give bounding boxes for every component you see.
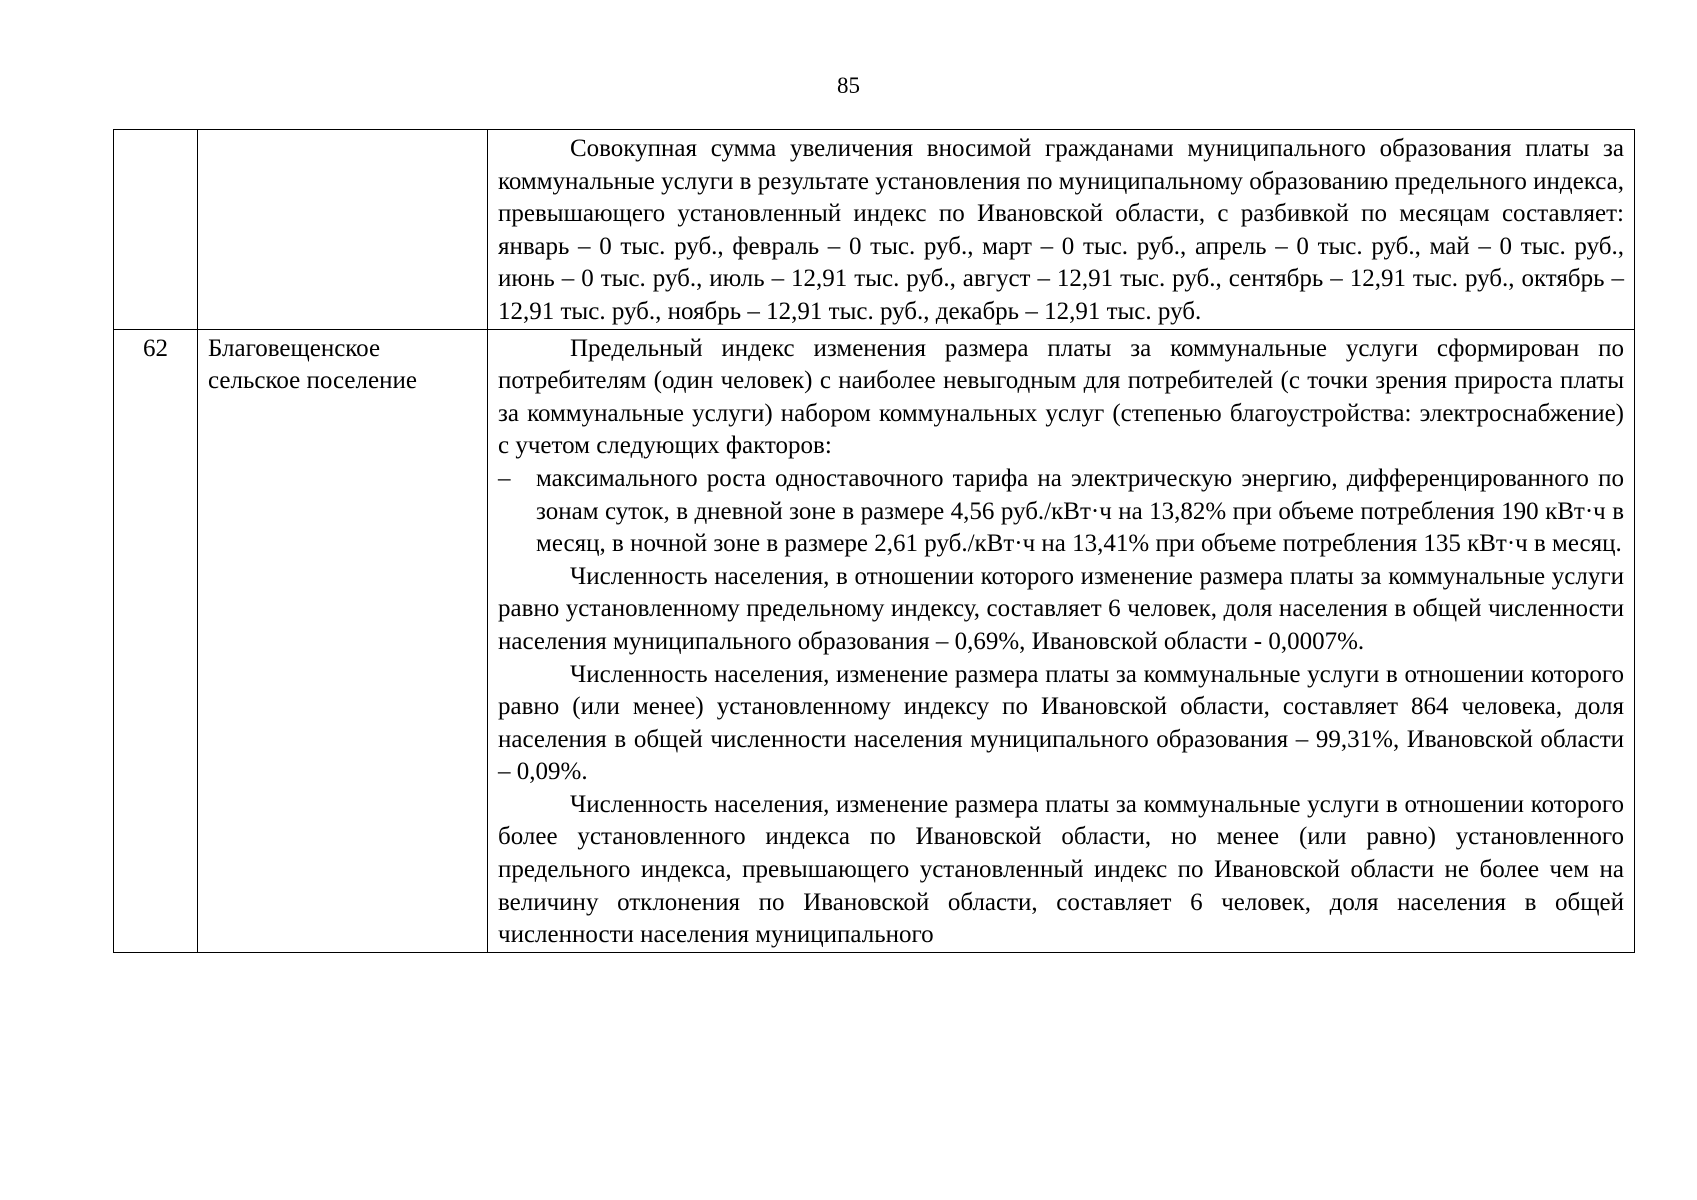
data-table [113,129,1635,953]
table-row [114,329,1635,952]
municipality-name-cell [198,130,488,330]
dash-marker: – [498,464,511,492]
factor-text: максимального роста одноставочного тарифа на электрическую энергию, дифференцированного по зонам суток, в дневной зоне в размере 4,56 руб./кВт·ч на 13,82% при объеме потребления 190 кВт·ч в месяц, в ночной зоне в размере 2,61 руб./кВт·ч на 13,41% при объеме потребления 135 кВт·ч в месяц. [536,464,1624,558]
paragraph: Предельный индекс изменения размера платы за коммунальные услуги сформирован по потребителям (один человек) с наиболее невыгодным для потребителей (с точки зрения прироста платы за коммунальные услуги) набором коммунальных услуг (степенью благоустройства: электроснабжение) с учетом следующих факторов: [498,334,1624,460]
description-cell [488,130,1635,330]
table-row [114,130,1635,330]
row-number-cell: 62 [114,329,198,952]
municipality-name-cell: Благовещенское сельское поселение [198,329,488,952]
paragraph: Численность населения, изменение размера платы за коммунальные услуги в отношении которого равно (или менее) установленному индексу по Ивановской области, составляет 864 человека, доля населения в общей численности населения муниципального образования – 99,31%, Ивановской области – 0,09%. [498,660,1624,786]
paragraph: Численность населения, в отношении которого изменение размера платы за коммунальные услуги равно установленному предельному индексу, составляет 6 человек, доля населения в общей численности населения муниципального образования – 0,69%, Ивановской области - 0,0007%. [498,562,1624,655]
page-number: 85 [837,73,860,98]
paragraph: Численность населения, изменение размера платы за коммунальные услуги в отношении которого более установленного индекса по Ивановской области, но менее (или равно) установленного предельного индекса, превышающего установленный индекс по Ивановской области не более чем на величину отклонения по Ивановской области, составляет 6 человек, доля населения в общей численности населения муниципального [498,790,1624,949]
row-number-cell [114,130,198,330]
description-cell [488,329,1635,952]
paragraph: Совокупная сумма увеличения вносимой гражданами муниципального образования платы за коммунальные услуги в результате установления по муниципальному образованию предельного индекса, превышающего установленный индекс по Ивановской области, с разбивкой по месяцам составляет: январь – 0 тыс. руб., февраль – 0 тыс. руб., март – 0 тыс. руб., апрель – 0 тыс. руб., май – 0 тыс. руб., июнь – 0 тыс. руб., июль – 12,91 тыс. руб., август – 12,91 тыс. руб., сентябрь – 12,91 тыс. руб., октябрь – 12,91 тыс. руб., ноябрь – 12,91 тыс. руб., декабрь – 12,91 тыс. руб. [498,135,1624,325]
factor-list-item [498,463,1624,561]
